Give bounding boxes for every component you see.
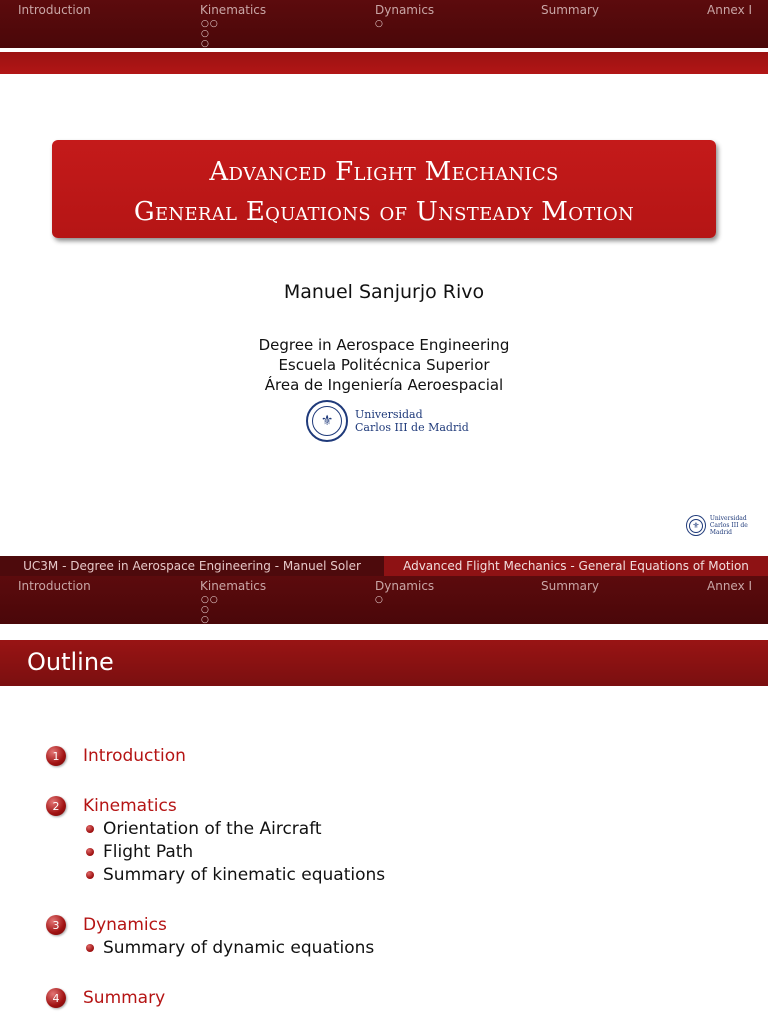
frame-title-bar [0, 640, 768, 686]
kinematics-progress-dots: ○○ ○ ○ [201, 19, 219, 49]
outline-section-dynamics[interactable] [46, 915, 167, 935]
nav-introduction[interactable]: Introduction [18, 3, 91, 17]
title-line-1: Advanced Flight Mechanics [209, 157, 559, 187]
nav-dynamics[interactable]: Dynamics [375, 3, 435, 17]
outline-section-introduction[interactable] [46, 746, 186, 766]
outline-section-summary[interactable] [46, 988, 165, 1008]
subsection-label: Flight Path [103, 842, 194, 862]
logo-small-text-line-1: Universidad [709, 515, 747, 522]
logo-text-line-1: Universidad [355, 408, 423, 421]
university-seal-small-icon: ⚜ [686, 515, 706, 536]
bullet-icon [86, 848, 94, 856]
university-logo-small [686, 515, 768, 536]
top-navbar [0, 0, 768, 48]
logo-text-line-2: Carlos III de Madrid [355, 421, 469, 434]
outline-subsection-flight-path[interactable] [86, 842, 193, 862]
nav-annex[interactable]: Annex I [707, 3, 753, 17]
section-number-ball-icon: 4 [46, 988, 66, 1008]
footer-title: Advanced Flight Mechanics - General Equations of Motion [384, 556, 768, 576]
university-seal-icon: ⚜ [306, 400, 348, 442]
nav-kinematics[interactable]: Kinematics [200, 3, 267, 17]
bullet-icon [86, 944, 94, 952]
institute-line-1: Degree in Aerospace Engineering [258, 336, 510, 354]
nav-summary-2[interactable]: Summary [541, 579, 599, 593]
title-block [52, 140, 716, 238]
outline-title: Outline [27, 648, 114, 676]
dynamics-progress-dots-2: ○ [375, 595, 384, 605]
section-number-ball-icon: 3 [46, 915, 66, 935]
logo-small-text-line-2: Carlos III de Madrid [709, 522, 748, 536]
university-logo [306, 400, 469, 442]
subsection-label: Summary of kinematic equations [103, 865, 386, 885]
section-number-ball-icon: 2 [46, 796, 66, 816]
outline-subsection-orientation[interactable] [86, 819, 322, 839]
section-label: Summary [83, 988, 166, 1008]
nav-annex-2[interactable]: Annex I [707, 579, 753, 593]
section-label: Dynamics [83, 915, 167, 935]
nav-kinematics-2[interactable]: Kinematics [200, 579, 267, 593]
subsection-label: Summary of dynamic equations [103, 938, 375, 958]
section-label: Kinematics [83, 796, 177, 816]
nav-introduction-2[interactable]: Introduction [18, 579, 91, 593]
nav-dynamics-2[interactable]: Dynamics [375, 579, 435, 593]
outline-subsection-kinematic-summary[interactable] [86, 865, 385, 885]
dynamics-progress-dots: ○ [375, 19, 384, 29]
author-name: Manuel Sanjurjo Rivo [283, 281, 485, 303]
outline-section-kinematics[interactable] [46, 796, 177, 816]
subsection-label: Orientation of the Aircraft [103, 819, 322, 839]
outline-subsection-dynamic-summary[interactable] [86, 938, 374, 958]
top-navbar-2 [0, 576, 768, 624]
footer-author-course: UC3M - Degree in Aerospace Engineering - Manuel Soler [0, 556, 384, 576]
bullet-icon [86, 871, 94, 879]
header-accent-bar [0, 52, 768, 74]
institute-line-2: Escuela Politécnica Superior [278, 356, 490, 374]
title-line-2: General Equations of Unsteady Motion [133, 197, 635, 227]
section-number-ball-icon: 1 [46, 746, 66, 766]
kinematics-progress-dots-2: ○○ ○ ○ [201, 595, 219, 625]
section-label: Introduction [83, 746, 186, 766]
bullet-icon [86, 825, 94, 833]
nav-summary[interactable]: Summary [541, 3, 599, 17]
institute-line-3: Área de Ingeniería Aeroespacial [264, 376, 504, 394]
